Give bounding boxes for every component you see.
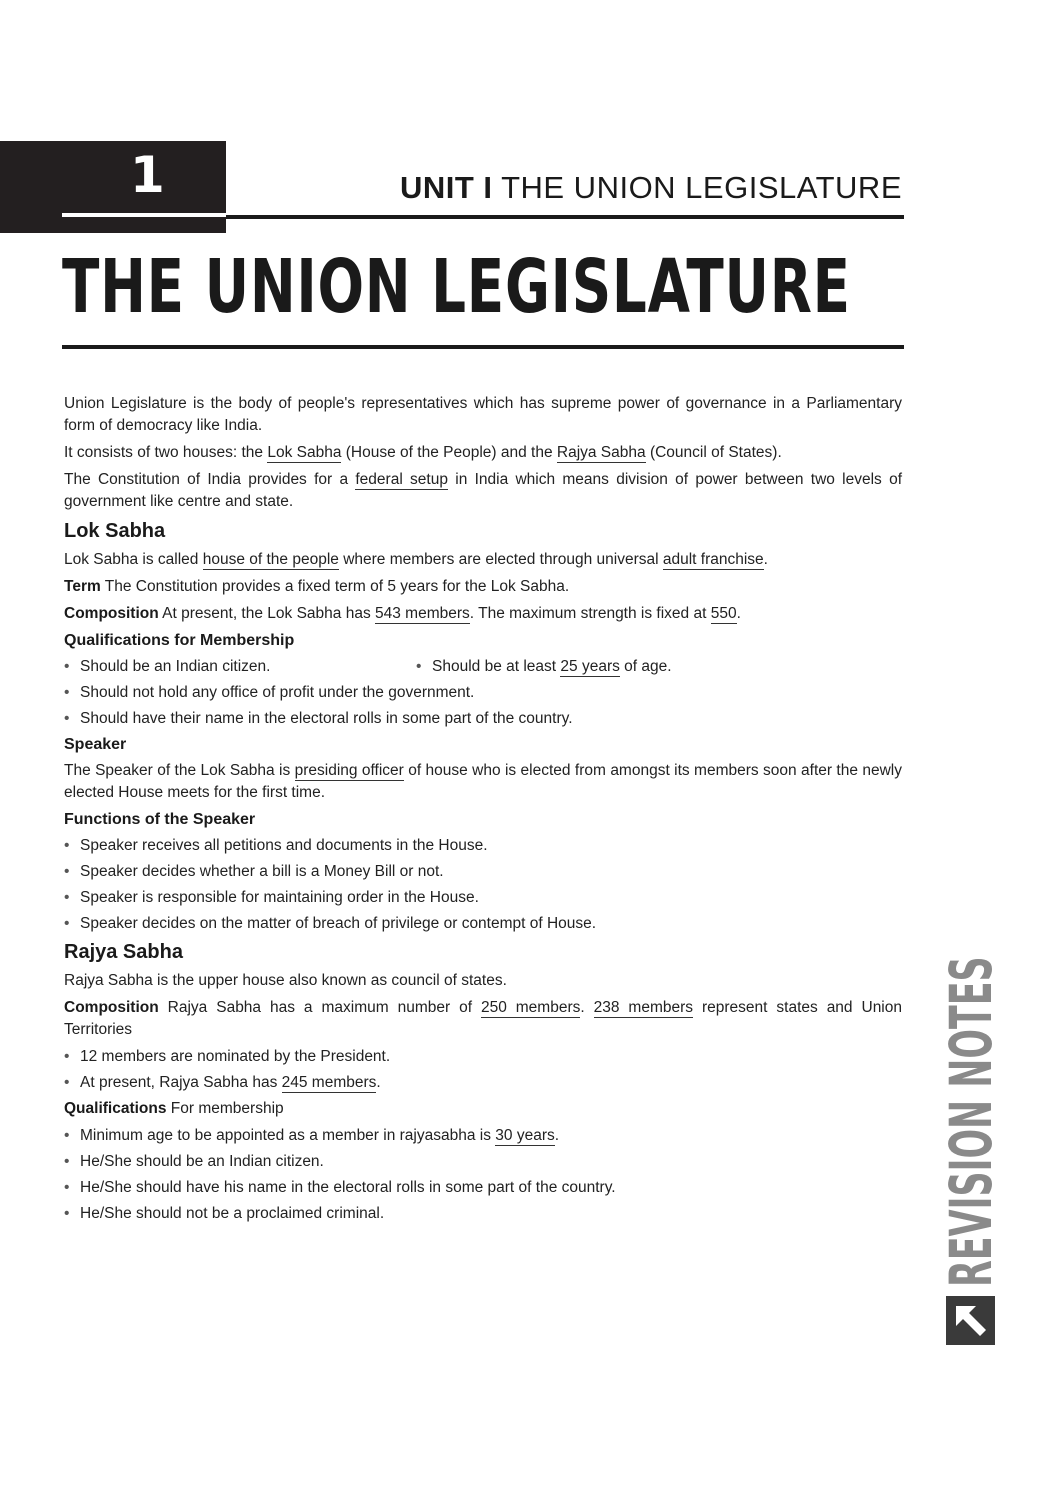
heading-lok-sabha-qualifications: Qualifications for Membership	[64, 632, 295, 649]
chapter-underline	[62, 213, 226, 217]
term-federal-setup: federal setup	[355, 471, 448, 488]
unit-label: UNIT I	[399, 170, 493, 205]
list-item: • Speaker receives all petitions and documents in the House.	[64, 835, 902, 857]
lok-sabha-term: Term The Constitution provides a fixed term of 5 years for the Lok Sabha.	[64, 578, 570, 595]
arrow-up-left-icon	[946, 1296, 995, 1345]
intro-paragraph-2: It consists of two houses: the Lok Sabha (House of the People) and the Rajya Sabha (Council of States).	[64, 444, 782, 461]
speaker-functions-list	[64, 835, 902, 935]
content-body	[64, 393, 902, 1229]
lok-sabha-qualifications-list	[64, 656, 902, 730]
page-title: THE UNION LEGISLATURE	[62, 244, 851, 330]
chapter-number: 1	[130, 146, 165, 204]
intro-paragraph-1: Union Legislature is the body of people's representatives which has supreme power of governance in a Parliamentary form of democracy like India.	[64, 395, 902, 434]
unit-title: THE UNION LEGISLATURE	[501, 170, 902, 205]
unit-header	[400, 170, 902, 206]
rajya-sabha-qualifications-list	[64, 1125, 902, 1225]
header-rule	[226, 215, 904, 219]
lok-sabha-description: Lok Sabha is called house of the people where members are elected through universal adult franchise.	[64, 551, 768, 568]
term-lok-sabha: Lok Sabha	[267, 444, 342, 461]
list-item: • Should not hold any office of profit under the government.	[64, 682, 902, 704]
list-item: • At present, Rajya Sabha has 245 members.	[64, 1072, 902, 1094]
title-rule	[62, 345, 904, 349]
list-item: • Minimum age to be appointed as a member in rajyasabha is 30 years.	[64, 1125, 902, 1147]
list-item: • He/She should have his name in the electoral rolls in some part of the country.	[64, 1177, 902, 1199]
revision-notes-label: REVISION NOTES	[937, 956, 1005, 1287]
term-rajya-sabha: Rajya Sabha	[556, 444, 646, 461]
list-item: • Speaker is responsible for maintaining order in the House.	[64, 887, 902, 909]
list-item: • 12 members are nominated by the President.	[64, 1046, 902, 1068]
rajya-sabha-composition: Composition Rajya Sabha has a maximum number of 250 members. 238 members represent states and Union Territories	[64, 999, 902, 1038]
list-item: • Should be an Indian citizen.	[64, 656, 416, 678]
lok-sabha-composition: Composition At present, the Lok Sabha has 543 members. The maximum strength is fixed at 550.	[64, 605, 741, 622]
speaker-description: The Speaker of the Lok Sabha is presiding officer of house who is elected from amongst its members soon after the newly elected House meets for the first time.	[64, 762, 902, 801]
rajya-sabha-qualifications-label: Qualifications For membership	[64, 1100, 284, 1117]
heading-rajya-sabha: Rajya Sabha	[64, 941, 183, 963]
revision-notes-tab	[937, 956, 1005, 1287]
rajya-sabha-description: Rajya Sabha is the upper house also known as council of states.	[64, 972, 507, 989]
heading-speaker-functions: Functions of the Speaker	[64, 811, 256, 828]
chapter-number-box	[0, 141, 226, 233]
list-item: • He/She should not be a proclaimed criminal.	[64, 1203, 902, 1225]
list-item: • Speaker decides whether a bill is a Money Bill or not.	[64, 861, 902, 883]
list-item: • He/She should be an Indian citizen.	[64, 1151, 902, 1173]
list-item: • Should have their name in the electoral rolls in some part of the country.	[64, 708, 902, 730]
intro-paragraph-3: The Constitution of India provides for a federal setup in India which means division of power between two levels of government like centre and state.	[64, 471, 902, 510]
heading-lok-sabha: Lok Sabha	[64, 520, 166, 542]
rajya-sabha-members-list	[64, 1046, 902, 1094]
list-item: • Should be at least 25 years of age.	[416, 656, 672, 678]
heading-speaker: Speaker	[64, 736, 127, 753]
list-item: • Speaker decides on the matter of breach of privilege or contempt of House.	[64, 913, 902, 935]
